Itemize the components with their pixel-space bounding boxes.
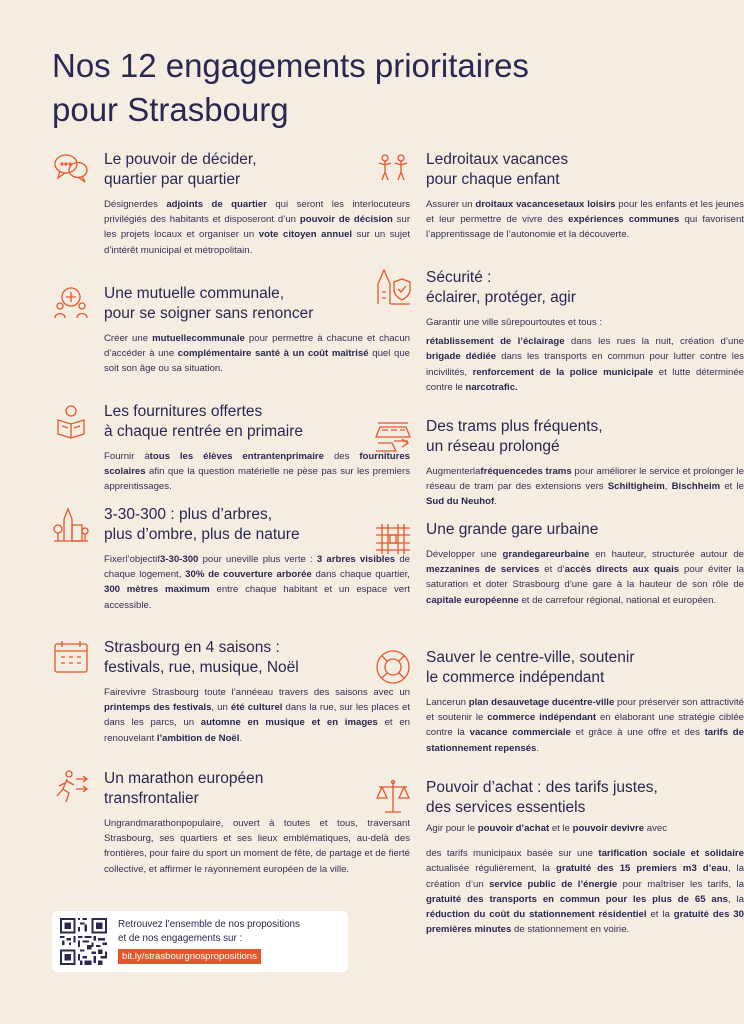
commitment-item — [374, 520, 744, 608]
text-emphasis: service public de l’énergie — [489, 878, 618, 890]
commitment-title — [104, 505, 410, 545]
text-emphasis: printemps des festivals — [104, 702, 212, 714]
text-emphasis: rétablissement de l’éclairage — [426, 336, 565, 348]
railway-station-icon — [374, 520, 412, 558]
text-run: actualisée régulièrement, la — [426, 863, 556, 875]
text-emphasis: tarification sociale et solidaire — [598, 848, 744, 860]
commitment-text — [426, 547, 744, 608]
runner-icon — [52, 769, 90, 807]
text-run: Lancerun — [426, 697, 469, 708]
commitment-title-line: Les fournitures offertes — [104, 403, 263, 420]
cathedral-shield-icon — [374, 268, 412, 306]
text-run: de stationnement en voirie. — [511, 924, 630, 936]
text-emphasis: pouvoir devivre — [572, 823, 645, 834]
text-run: dans chaque quartier, — [311, 569, 410, 581]
commitment-title-line: Des trams plus fréquents, — [426, 418, 603, 435]
tram-icon — [374, 417, 412, 455]
text-run: Ungrandmarathonpopulaire, ouvert à toutes et tous, traversant Strasbourg, ses quartiers et ses lieux emblématiques, au-delà des frontières, pour faire du sport un moment de fête, de partage et de fierté collective, et affirmer le rayonnement européen de la ville. — [104, 818, 410, 875]
commitment-title-line: Le pouvoir de décider, — [104, 151, 257, 168]
text-run: et d’ — [539, 564, 565, 576]
commitment-title-line: pour chaque enfant — [426, 171, 560, 188]
text-run: Assurer un — [426, 199, 476, 210]
commitment-item — [52, 769, 410, 877]
text-run: pour les enfants et les jeunes et leur permettre de vivre des — [426, 199, 744, 226]
reading-child-icon — [52, 402, 90, 440]
commitment-title-line: Une mutuelle communale, — [104, 285, 285, 302]
children-icon — [374, 150, 412, 188]
text-emphasis: grandegareurbaine — [502, 549, 590, 560]
text-run: . — [494, 496, 497, 508]
text-run: de chaque logement, — [104, 554, 411, 581]
commitment-text — [426, 821, 744, 836]
text-emphasis: plan desauvetage ducentre-ville — [468, 697, 615, 708]
commitment-text — [104, 331, 410, 377]
title-line-1: Nos 12 engagements prioritaires — [52, 47, 529, 84]
text-emphasis: réduction du coût du stationnement résidentiel — [426, 909, 647, 921]
text-run: Développer une — [426, 549, 503, 560]
text-emphasis: commerce indépendant — [487, 712, 597, 724]
text-emphasis: automne en musique et en images — [200, 717, 378, 729]
text-emphasis: Sud du Neuhof — [426, 496, 495, 508]
commitment-item — [374, 648, 744, 756]
commitment-title — [104, 769, 410, 809]
commitment-item — [374, 778, 744, 937]
commitment-text — [426, 315, 744, 330]
commitment-title — [426, 150, 744, 190]
text-emphasis: été culturel — [230, 702, 283, 714]
text-emphasis: pouvoir d’achat — [477, 823, 550, 834]
commitment-title-line: Sauver le centre-ville, soutenir — [426, 649, 635, 666]
text-run: Garantir une ville sûrepourtoutes et tous : — [426, 317, 602, 328]
scales-icon — [374, 778, 412, 816]
commitment-title-line: le commerce indépendant — [426, 669, 605, 686]
commitment-text — [426, 334, 744, 395]
text-run: sur un sujet d’intérêt municipal et métropolitain. — [104, 229, 411, 256]
propositions-link[interactable]: bit.ly/strasbourgnospropositions — [118, 949, 261, 964]
text-run: et grâce à une offre et des — [570, 727, 705, 739]
commitment-item — [374, 150, 744, 243]
commitment-title-line: Sécurité : — [426, 269, 492, 286]
text-run: . — [536, 742, 540, 754]
text-emphasis: accès directs aux quais — [564, 564, 680, 576]
qr-caption-line: et de nos engagements sur : — [118, 933, 243, 944]
text-run: des — [324, 451, 360, 462]
speech-bubbles-icon — [52, 150, 90, 188]
commitment-title-line: à chaque rentrée en primaire — [104, 423, 304, 440]
text-emphasis: gratuité des 15 premiers m3 d’eau — [556, 863, 728, 875]
text-emphasis: brigade dédiée — [426, 351, 497, 363]
text-run: avec — [644, 823, 668, 834]
text-run: Désignerdes — [104, 199, 167, 210]
commitment-title-line: Pouvoir d’achat : des tarifs justes, — [426, 779, 658, 796]
commitment-title — [426, 778, 744, 818]
text-emphasis: 3-30-300 — [159, 554, 199, 565]
commitment-title-line: Strasbourg en 4 saisons : — [104, 639, 280, 656]
text-run: des tarifs municipaux basée sur une — [426, 848, 599, 860]
city-trees-icon — [52, 505, 90, 543]
text-run: et de carrefour régional, national et européen. — [518, 594, 717, 606]
text-run: et la — [646, 909, 674, 921]
text-run: et en renouvelant — [104, 717, 410, 744]
text-emphasis: tous les élèves entrantenprimaire — [149, 451, 324, 462]
commitment-text — [426, 695, 744, 756]
text-run: , — [664, 481, 672, 493]
text-run: entre chaque habitant et un espace vert accessible. — [104, 584, 411, 611]
text-run: Fournir à — [104, 451, 150, 462]
text-run: pour permettre à chacune et chacun d’accéder à une — [104, 333, 411, 360]
commitment-text — [104, 685, 410, 746]
text-emphasis: 3 arbres visibles — [316, 554, 396, 565]
commitment-title — [104, 150, 410, 190]
commitment-title-line: quartier par quartier — [104, 171, 241, 188]
commitment-title-line: éclairer, protéger, agir — [426, 289, 576, 306]
commitment-item — [52, 150, 410, 258]
text-emphasis: l’ambition de Noël — [156, 732, 240, 744]
text-run: dans les transports en commun pour lutter contre les incivilités, — [426, 351, 744, 378]
text-run: Fixerl’objectif — [104, 554, 160, 565]
text-run: pour préserver son attractivité et soutenir le — [426, 697, 744, 724]
text-run: en hauteur, structurée autour de — [589, 549, 744, 560]
qr-code-icon[interactable] — [60, 918, 107, 965]
commitment-title-line: des services essentiels — [426, 799, 586, 816]
commitment-title-line: festivals, rue, musique, Noël — [104, 659, 299, 676]
text-run: qui favorisent l’apprentissage de l’autonomie et la découverte. — [426, 214, 744, 241]
text-run: et lutte déterminée contre le — [426, 366, 744, 393]
text-run: dans les rues la nuit, création d’une — [564, 336, 744, 348]
text-run: Agir pour le — [426, 823, 478, 834]
commitment-text — [104, 552, 410, 613]
text-run: pour améliorer le service et prolonger le réseau de tram par des extensions vers — [426, 466, 744, 493]
text-emphasis: pouvoir de décision — [299, 214, 393, 226]
qr-caption — [118, 918, 343, 946]
text-emphasis: tarifs de stationnement repensés — [426, 727, 744, 754]
page-title — [52, 44, 692, 132]
text-emphasis: narcotrafic. — [465, 381, 518, 393]
text-run: Créer une — [104, 333, 153, 344]
commitment-title — [426, 520, 744, 540]
commitment-title-line: Une grande gare urbaine — [426, 521, 599, 538]
text-emphasis: gratuité des 30 premières minutes — [426, 909, 744, 936]
text-run: , un — [211, 702, 231, 714]
text-emphasis: 300 mètres maximum — [104, 584, 210, 596]
qr-caption-line: Retrouvez l’ensemble de nos propositions — [118, 919, 300, 930]
text-emphasis: gratuité des transports en commun pour les plus de 65 ans — [426, 893, 728, 905]
text-run: Fairevivre Strasbourg toute l’annéeau travers des saisons avec un — [104, 687, 410, 698]
text-emphasis: fréquencedes trams — [480, 466, 572, 477]
text-emphasis: Bischheim — [671, 481, 721, 493]
commitment-item — [374, 268, 744, 395]
text-run: pour maîtriser les tarifs, la — [617, 878, 744, 890]
text-emphasis: droitaux vacancesetaux loisirs — [475, 199, 616, 210]
text-run: dans la rue, sur les places et dans les parcs, un — [104, 702, 410, 729]
commitment-title — [426, 648, 744, 688]
text-run: et le — [720, 481, 744, 493]
commitment-title-line: transfrontalier — [104, 790, 199, 807]
commitment-title — [426, 417, 744, 457]
commitment-title — [104, 638, 410, 678]
text-emphasis: renforcement de la police municipale — [472, 366, 654, 378]
commitment-title — [104, 284, 410, 324]
text-emphasis: expériences communes — [568, 214, 680, 226]
commitment-item — [52, 638, 410, 746]
commitment-text — [104, 449, 410, 495]
commitment-item — [374, 417, 744, 510]
lifebuoy-icon — [374, 648, 412, 686]
commitment-title-line: un réseau prolongé — [426, 438, 560, 455]
text-run: et le — [549, 823, 573, 834]
text-run: Augmenterla — [426, 466, 481, 477]
commitment-title-line: Un marathon européen — [104, 770, 264, 787]
text-emphasis: mutuellecommunale — [152, 333, 245, 344]
text-emphasis: fournitures scolaires — [104, 451, 410, 478]
text-emphasis: 30% de couverture arborée — [185, 569, 312, 581]
commitment-text — [104, 816, 410, 877]
text-emphasis: Schiltigheim — [607, 481, 665, 493]
text-emphasis: mezzanines de services — [426, 564, 540, 576]
text-run: , la création d’un — [426, 863, 744, 890]
health-care-icon — [52, 284, 90, 322]
text-emphasis: adjoints de quartier — [166, 199, 267, 210]
text-emphasis: capitale européenne — [426, 594, 519, 606]
text-emphasis: vacance commerciale — [469, 727, 571, 739]
commitment-item — [52, 284, 410, 377]
commitment-title-line: Ledroitaux vacances — [426, 151, 569, 168]
commitment-title-line: pour se soigner sans renoncer — [104, 305, 314, 322]
commitment-text — [104, 197, 410, 258]
qr-panel — [52, 911, 348, 972]
text-run: qui seront les interlocuteurs privilégiés des habitants et disposeront d’un — [104, 199, 411, 226]
commitment-text — [426, 464, 744, 510]
commitment-title — [104, 402, 410, 442]
commitment-title-line: 3-30-300 : plus d’arbres, — [104, 506, 273, 523]
commitment-title — [426, 268, 744, 308]
text-run: en élaborant une stratégie ciblée contre la — [426, 712, 744, 739]
commitment-text — [426, 197, 744, 243]
text-run: pour éviter la saturation et doter Strasbourg d’une gare à la hauteur de son rôle de — [426, 564, 744, 591]
commitment-item — [52, 505, 410, 613]
text-run: sur les projets locaux et organiser un — [104, 214, 411, 241]
commitment-title-line: plus d’ombre, plus de nature — [104, 526, 300, 543]
text-run: quel que soit son âge ou sa situation. — [104, 348, 411, 375]
calendar-icon — [52, 638, 90, 676]
commitment-item — [52, 402, 410, 495]
text-run: pour uneville plus verte : — [198, 554, 317, 565]
title-line-2: pour Strasbourg — [52, 91, 289, 128]
commitment-text — [426, 846, 744, 937]
text-run: . — [239, 732, 243, 744]
text-emphasis: vote citoyen annuel — [258, 229, 353, 241]
text-run: , la — [727, 893, 744, 905]
text-run: afin que la question matérielle ne pèse pas sur les premiers apprentissages. — [104, 466, 410, 493]
text-emphasis: complémentaire santé à un coût maîtrisé — [177, 348, 369, 360]
